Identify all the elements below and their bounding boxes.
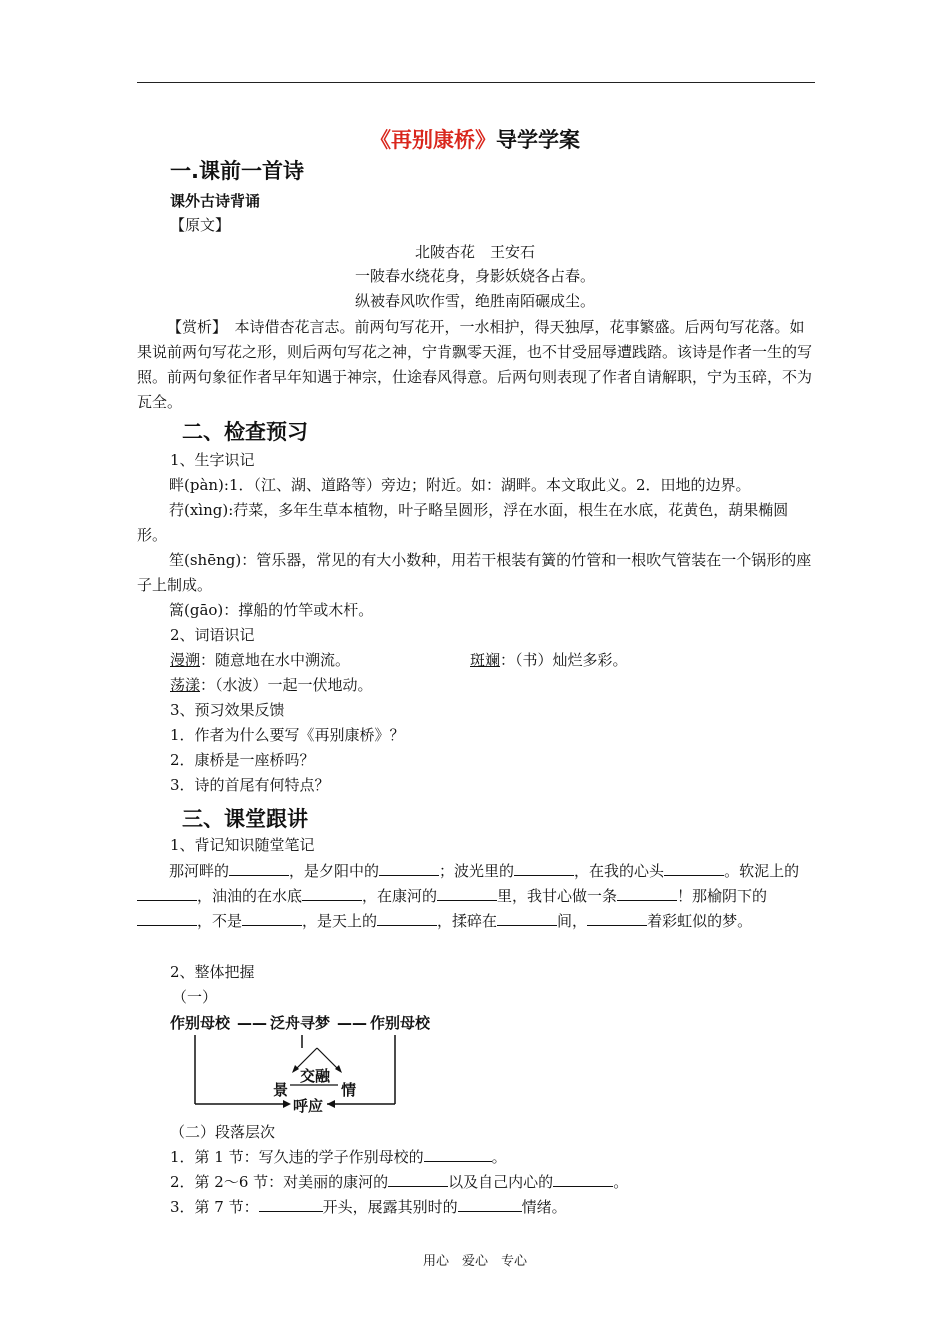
level-text: 开头，展露其别时的: [322, 1198, 458, 1216]
fill-text: ，不是: [197, 912, 243, 930]
fill-blank[interactable]: [137, 885, 197, 901]
subsection-two: （二）段落层次: [170, 1123, 276, 1141]
original-label: 【原文】: [170, 216, 231, 234]
fill-blank[interactable]: [259, 1196, 323, 1212]
fill-text: ，油油的在水底: [197, 887, 303, 905]
poem-title: 北陂杏花 王安石: [414, 243, 535, 261]
section2-point1: 1、生字识记: [170, 451, 255, 469]
ciyu-word: 漫溯: [170, 651, 201, 669]
analysis-label: 【赏析】: [167, 318, 220, 336]
question-3: 3．诗的首尾有何特点？: [170, 776, 330, 794]
ciyu-definition: ：（水波）一起一伏地动。: [200, 676, 373, 694]
poem-line-1: 一陂春水绕花身，身影妖娆各占春。: [354, 267, 595, 285]
fill-blank[interactable]: [458, 1196, 522, 1212]
fill-blank[interactable]: [229, 860, 289, 876]
diagram-qing: 情: [341, 1081, 357, 1099]
diagram-left-node: 作别母校: [170, 1014, 231, 1032]
diagram-branch-right-arrow: [335, 1065, 342, 1073]
question-2: 2．康桥是一座桥吗？: [170, 751, 315, 769]
level-line-3: [170, 1196, 567, 1217]
fill-blank[interactable]: [497, 910, 557, 926]
level-text: 1．第 1 节：写久违的学子作别母校的: [170, 1148, 424, 1166]
analysis-paragraph: [137, 315, 815, 415]
page-footer: 用心 爱心 专心: [422, 1254, 527, 1269]
level-line-1: [170, 1146, 507, 1167]
fill-blank[interactable]: [388, 1171, 448, 1187]
ciyu-word: 斑斓: [470, 651, 501, 669]
diagram-mid-node: 泛舟寻梦: [270, 1014, 331, 1032]
ciyu-manshuo: [170, 650, 350, 670]
ciyu-banlan: [470, 650, 628, 670]
fill-in-paragraph: [137, 859, 815, 934]
section2-point2: 2、词语识记: [170, 626, 255, 644]
question-1: 1．作者为什么要写《再别康桥》？: [170, 726, 405, 744]
section3-heading: 三、课堂跟讲: [182, 807, 308, 831]
fill-blank[interactable]: [242, 910, 302, 926]
section3-point1: 1、背记知识随堂笔记: [170, 836, 315, 854]
fill-text: 间，: [557, 912, 588, 930]
fill-text: ！那榆阴下的: [677, 887, 768, 905]
level-line-2: [170, 1171, 628, 1192]
ciyu-definition: ：（书）灿烂多彩。: [500, 651, 628, 669]
word-sheng: 笙(shēng)：管乐器，常见的有大小数种，用若干根装有簧的竹管和一根吹气管装在一个锅形的座子上制成。: [137, 551, 812, 594]
diagram-jing: 景: [273, 1081, 289, 1099]
fill-blank[interactable]: [377, 910, 437, 926]
section2-point3: 3、预习效果反馈: [170, 701, 285, 719]
level-text: 2．第 2～6 节：对美丽的康河的: [170, 1173, 389, 1191]
diagram-dash-left: ——: [237, 1014, 267, 1032]
word-xing: 荇(xìng):荇菜，多年生草本植物，叶子略呈圆形，浮在水面，根生在水底，花黄色，葫果椭圆形。: [137, 501, 789, 544]
ciyu-word: 荡漾: [170, 676, 201, 694]
ciyu-definition: ：随意地在水中溯流。: [200, 651, 351, 669]
fill-text: ，是天上的: [302, 912, 378, 930]
section1-subheading: 课外古诗背诵: [170, 192, 261, 210]
diagram-branch-left-arrow: [292, 1065, 299, 1073]
diagram-arrow-left: [327, 1100, 335, 1108]
diagram-echo: 呼应: [293, 1097, 324, 1113]
fill-blank[interactable]: [302, 885, 362, 901]
fill-blank[interactable]: [617, 885, 677, 901]
fill-blank[interactable]: [664, 860, 724, 876]
fill-blank[interactable]: [514, 860, 574, 876]
fill-blank[interactable]: [587, 910, 647, 926]
level-text: 情绪。: [521, 1198, 567, 1216]
title-book-name: 《再别康桥》: [370, 128, 496, 152]
diagram-dash-right: ——: [337, 1014, 367, 1032]
fill-text: 里，我甘心做一条: [497, 887, 618, 905]
title-rest: 导学学案: [496, 128, 580, 152]
fill-blank[interactable]: [424, 1146, 492, 1162]
diagram-right-node: 作别母校: [370, 1014, 431, 1032]
word-pan: 畔(pàn):1．（江、湖、道路等）旁边；附近。如：湖畔。本文取此义。2．田地的边界。: [169, 476, 751, 494]
fill-text: ，在康河的: [362, 887, 438, 905]
structure-diagram: [165, 1008, 455, 1113]
fill-text: ，在我的心头: [574, 862, 665, 880]
ciyu-dangyang: [170, 675, 373, 695]
section1-heading: 一.课前一首诗: [170, 159, 304, 183]
fill-text: ；波光里的: [439, 862, 515, 880]
fill-text: ，是夕阳中的: [289, 862, 380, 880]
fill-blank[interactable]: [553, 1171, 613, 1187]
word-gao: 篙(gāo)：撑船的竹竿或木杆。: [169, 601, 374, 619]
document-title: [0, 124, 950, 154]
fill-blank[interactable]: [379, 860, 439, 876]
header-rule: [137, 82, 815, 83]
section3-point2: 2、整体把握: [170, 963, 255, 981]
fill-text: 那河畔的: [169, 862, 230, 880]
fill-text: 。软泥上的: [724, 862, 800, 880]
level-text: 。: [613, 1173, 629, 1191]
fill-text: ，揉碎在: [437, 912, 498, 930]
level-text: 以及自己内心的: [448, 1173, 554, 1191]
diagram-merge-label: 交融: [300, 1067, 331, 1085]
diagram-arrow-right: [283, 1100, 291, 1108]
subsection-one: （一）: [172, 988, 218, 1006]
section2-heading: 二、检查预习: [182, 420, 308, 444]
poem-line-2: 纵被春风吹作雪，绝胜南陌碾成尘。: [354, 292, 595, 310]
level-text: 。: [491, 1148, 507, 1166]
fill-blank[interactable]: [437, 885, 497, 901]
fill-blank[interactable]: [137, 910, 197, 926]
level-text: 3．第 7 节：: [170, 1198, 259, 1216]
fill-text: 着彩虹似的梦。: [647, 912, 753, 930]
analysis-text: 本诗借杏花言志。前两句写花开，一水相护，得天独厚，花事繁盛。后两句写花落。如果说前两句写花之形，则后两句写花之神，宁肯飘零天涯，也不甘受屈辱遭践踏。该诗是作者一生的写照。前两句象征作者早年知遇于神宗，仕途春风得意。后两句则表现了作者自请解职，宁为玉碎，不为瓦全。: [137, 318, 813, 411]
